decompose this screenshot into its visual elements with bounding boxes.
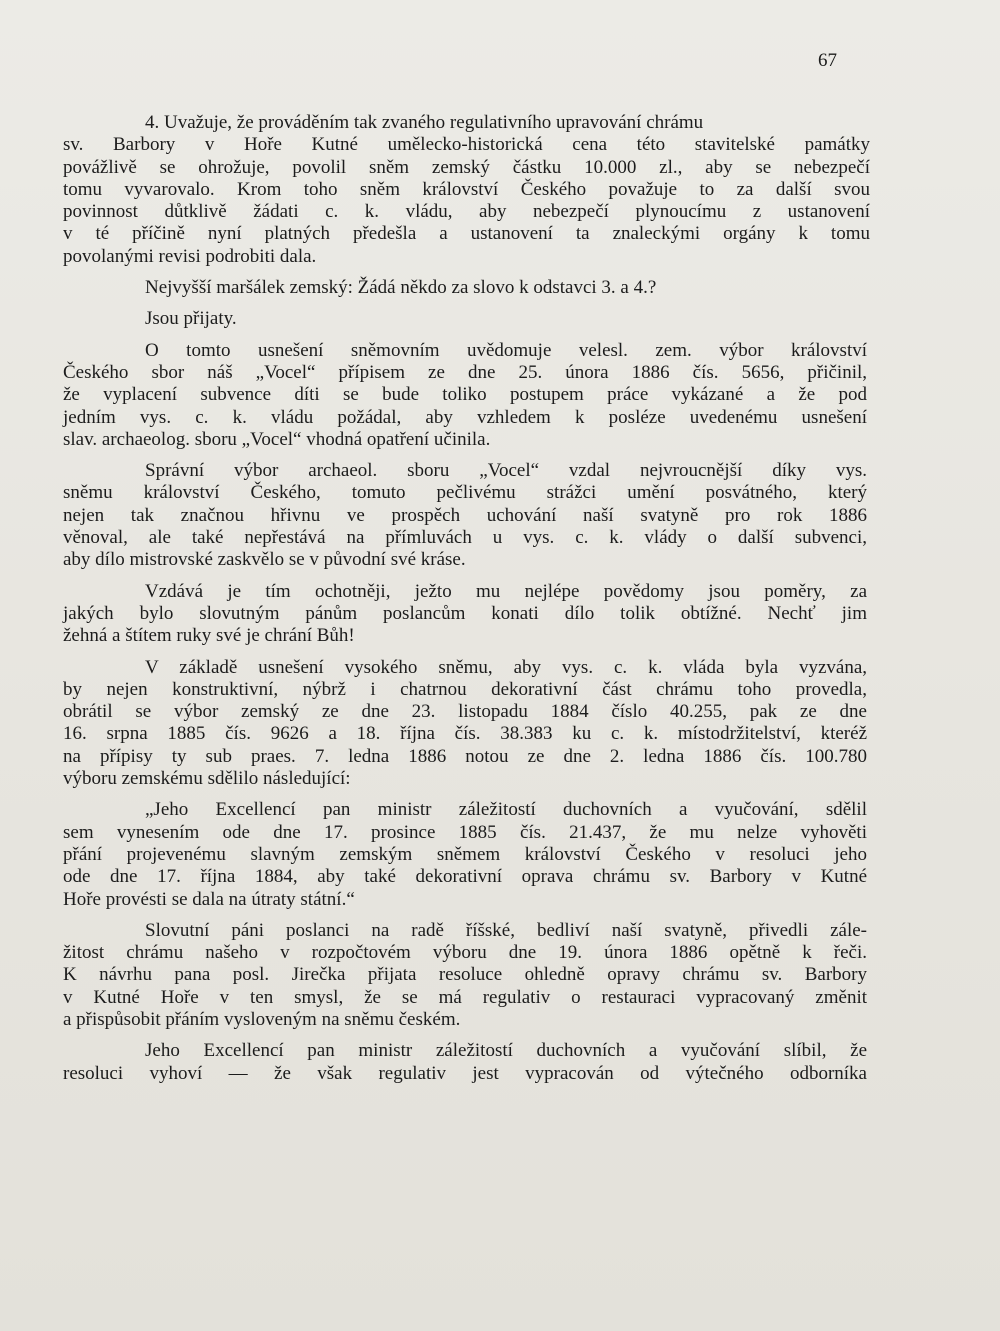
text-line: v Kutné Hoře v ten smysl, že se má regulativ o restauraci vypracovaný změnit: [63, 986, 867, 1008]
paragraph-thanks: [63, 460, 867, 571]
paragraph-gratitude: [63, 580, 867, 648]
paragraph-committee-appeal: [63, 656, 867, 791]
text-line: Nejvyšší maršálek zemský: Žádá někdo za slovo k odstavci 3. a 4.?: [145, 277, 657, 299]
text-line: Jeho Excellencí pan ministr záležitostí duchovních a vyučování slíbil, že: [145, 1040, 867, 1062]
text-line: přání projevenému slavným zemským sněmem království Českého v resoluci jeho: [63, 843, 867, 865]
text-line: že vyplacení subvence díti se bude toliko postupem práce vykázané a že pod: [63, 384, 867, 406]
text-line: tomu vyvarovalo. Krom toho sněm království Českého považuje to za další svou: [63, 178, 870, 200]
text-line: nejen tak značnou hřivnu ve prospěch uchování naší svatyně pro rok 1886: [63, 504, 867, 526]
paragraph-accepted: [145, 308, 867, 330]
text-line: Hoře provésti se dala na útraty státní.“: [63, 888, 355, 910]
text-line: věnoval, ale také nepřestává na přímluvách u vys. c. k. vlády o další subvenci,: [63, 527, 867, 549]
text-line: žehná a štítem ruky své je chrání Bůh!: [63, 625, 355, 647]
text-line: by nejen konstruktivní, nýbrž i chatrnou dekorativní část chrámu toho provedla,: [63, 678, 867, 700]
text-line: Správní výbor archaeol. sboru „Vocel“ vzdal nejvroucnější díky vys.: [145, 460, 867, 482]
paragraph-speaker: [145, 277, 867, 299]
text-line: 4. Uvažuje, že prováděním tak zvaného regulativního upravování chrámu: [145, 112, 704, 133]
paragraph-resolution-notice: [63, 339, 867, 451]
text-line: sněmu království Českého, tomuto pečlivému strážci umění posvátného, který: [63, 482, 867, 504]
text-line: Jsou přijaty.: [145, 308, 237, 330]
paragraph-imperial-council: [63, 919, 867, 1031]
paragraph-minister-promise: [63, 1040, 867, 1085]
text-line: v té příčině nyní platných předešla a ustanovení ta znaleckými orgány k tomu: [63, 223, 870, 245]
text-line: Českého sbor náš „Vocel“ přípisem ze dne 25. února 1886 čís. 5656, přičinil,: [63, 361, 867, 383]
text-line: obrátil se výbor zemský ze dne 23. listopadu 1884 číslo 40.255, pak ze dne: [63, 701, 867, 723]
text-line: Vzdává je tím ochotněji, ježto mu nejlépe povědomy jsou poměry, za: [145, 580, 867, 602]
text-line: a přispůsobit přáním vysloveným na sněmu českém.: [63, 1008, 461, 1030]
text-line: na přípisy ty sub praes. 7. ledna 1886 notou ze dne 2. ledna 1886 čís. 100.780: [63, 745, 867, 767]
text-line: K návrhu pana posl. Jirečka přijata resoluce ohledně opravy chrámu sv. Barbory: [63, 964, 867, 986]
text-line: „Jeho Excellencí pan ministr záležitostí duchovních a vyučování, sdělil: [145, 799, 867, 821]
text-line: aby dílo mistrovské zaskvělo se v původní své kráse.: [63, 549, 466, 571]
text-line: povolanými revisi podrobiti dala.: [63, 245, 317, 267]
text-line: V základě usnešení vysokého sněmu, aby vys. c. k. vláda byla vyzvána,: [145, 656, 867, 678]
text-line: povinnost důtklivě žádati c. k. vládu, aby nebezpečí plynoucímu z ustanovení: [63, 201, 870, 223]
text-line: žitost chrámu našeho v rozpočtovém výboru dne 19. února 1886 opětně k řeči.: [63, 942, 867, 964]
body-text: [63, 112, 870, 1085]
text-line: Slovutní páni poslanci na radě říšské, bedliví naší svatyně, přivedli zále-: [145, 919, 867, 941]
text-line: jakých bylo slovutným pánům poslancům konati dílo tolik obtížné. Nechť jim: [63, 602, 867, 624]
text-line: výboru zemskému sdělilo následující:: [63, 768, 351, 790]
text-line: povážlivě se ohrožuje, povolil sněm zemský částku 10.000 zl., aby se nebezpečí: [63, 156, 870, 178]
text-line: slav. archaeolog. sboru „Vocel“ vhodná opatření učinila.: [63, 428, 491, 450]
text-line: jedním vys. c. k. vládu požádal, aby vzhledem k posléze uvedenému usnešení: [63, 406, 867, 428]
text-line: sem vynesením ode dne 17. prosince 1885 čís. 21.437, že mu nelze vyhověti: [63, 821, 867, 843]
text-line: sv. Barbory v Hoře Kutné umělecko-historická cena této stavitelské památky: [63, 134, 870, 156]
page-number: 67: [818, 50, 837, 71]
paragraph-item-4: [63, 112, 870, 268]
paragraph-minister-quote: [63, 799, 867, 910]
text-line: O tomto usnešení sněmovním uvědomuje velesl. zem. výbor království: [145, 339, 867, 361]
text-line: resoluci vyhoví — že však regulativ jest vypracován od výtečného odborníka: [63, 1062, 867, 1084]
text-line: ode dne 17. října 1884, aby také dekorativní oprava chrámu sv. Barbory v Kutné: [63, 866, 867, 888]
text-line: 16. srpna 1885 čís. 9626 a 18. října čís. 38.383 ku c. k. místodržitelství, kteréž: [63, 723, 867, 745]
